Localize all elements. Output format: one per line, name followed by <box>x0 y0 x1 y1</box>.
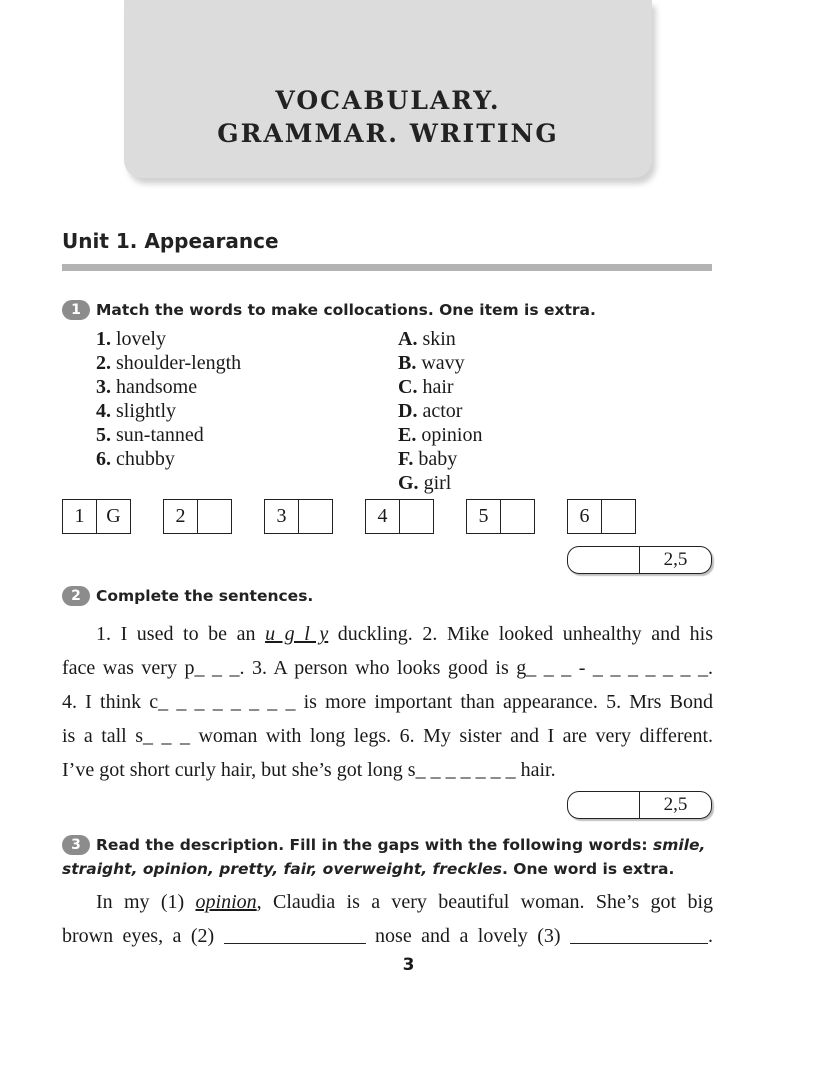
text-line: face was very p_ _ _. 3. A person who looks good is g_ _ _ - _ _ _ _ _ _ _. <box>62 657 713 679</box>
list-item: 6. chubby <box>96 448 175 470</box>
task-2-heading <box>62 584 313 608</box>
max-score: 2,5 <box>663 794 688 815</box>
section-title-line-2: GRAMMAR. WRITING <box>217 119 559 148</box>
score-field[interactable] <box>568 792 640 818</box>
answer-box-5: 5 <box>466 499 535 534</box>
task-1-right-column <box>398 327 482 495</box>
max-score: 2,5 <box>663 549 688 570</box>
example-answer: opinion <box>195 891 257 913</box>
section-title-line-1: VOCABULARY. <box>275 86 501 115</box>
example-answer: u g l y <box>265 623 329 645</box>
task-2-text <box>62 617 713 787</box>
answer-box-6: 6 <box>567 499 636 534</box>
list-item: 4. slightly <box>96 400 177 422</box>
gap-2[interactable] <box>224 943 366 944</box>
task-1-heading <box>62 298 596 322</box>
task-2-score-box <box>567 791 712 819</box>
text-line: In my (1) opinion, Claudia is a very beautiful woman. She’s got big <box>96 891 713 913</box>
task-3-text <box>62 885 713 953</box>
list-item: E. opinion <box>398 424 483 446</box>
text-line: is a tall s_ _ _ woman with long legs. 6. My sister and I are very different. <box>62 725 713 747</box>
answer-box-3: 3 <box>264 499 333 534</box>
list-item: 2. shoulder-length <box>96 352 242 374</box>
list-item: 1. lovely <box>96 328 166 350</box>
task-1-score-box <box>567 546 712 574</box>
list-item: C. hair <box>398 376 454 398</box>
task-2-instruction: Complete the sentences. <box>96 587 314 605</box>
text-line: I’ve got short curly hair, but she’s got long s_ _ _ _ _ _ _ hair. <box>62 759 556 781</box>
list-item: F. baby <box>398 448 458 470</box>
task-3-number-badge: 3 <box>62 835 90 855</box>
score-field[interactable] <box>568 547 640 573</box>
list-item: G. girl <box>398 472 452 494</box>
answer-field[interactable] <box>299 500 332 533</box>
unit-divider <box>62 264 712 271</box>
task-1-instruction: Match the words to make collocations. One item is extra. <box>96 301 596 319</box>
task-3-heading: 3 Read the description. Fill in the gaps with the following words: smile, straight, opinion, pretty, fair, overweight, freckles. One word is extra. <box>62 836 706 878</box>
list-item: B. wavy <box>398 352 465 374</box>
answer-box-2: 2 <box>163 499 232 534</box>
unit-title: Unit 1. Appearance <box>62 229 279 253</box>
task-1-number-badge: 1 <box>62 300 90 320</box>
word-bank: smile, straight, opinion, pretty, fair, overweight, freckles <box>62 836 706 878</box>
task-2-number-badge: 2 <box>62 586 90 606</box>
list-item: 5. sun-tanned <box>96 424 204 446</box>
text-line: 1. I used to be an u g l y duckling. 2. Mike looked unhealthy and his <box>96 623 713 645</box>
section-header-box <box>124 0 652 178</box>
answer-field[interactable] <box>602 500 635 533</box>
answer-box-4: 4 <box>365 499 434 534</box>
gap-3[interactable] <box>570 943 708 944</box>
page-number: 3 <box>402 955 415 975</box>
answer-box-1: 1 G <box>62 499 131 534</box>
answer-field[interactable] <box>198 500 231 533</box>
list-item: A. skin <box>398 328 456 350</box>
list-item: D. actor <box>398 400 463 422</box>
list-item: 3. handsome <box>96 376 198 398</box>
answer-field[interactable] <box>400 500 433 533</box>
answer-field[interactable]: G <box>106 505 121 527</box>
task-1-left-column <box>96 327 241 471</box>
text-line: brown eyes, a (2) nose and a lovely (3) . <box>62 925 713 947</box>
answer-field[interactable] <box>501 500 534 533</box>
text-line: 4. I think c_ _ _ _ _ _ _ _ is more important than appearance. 5. Mrs Bond <box>62 691 713 713</box>
